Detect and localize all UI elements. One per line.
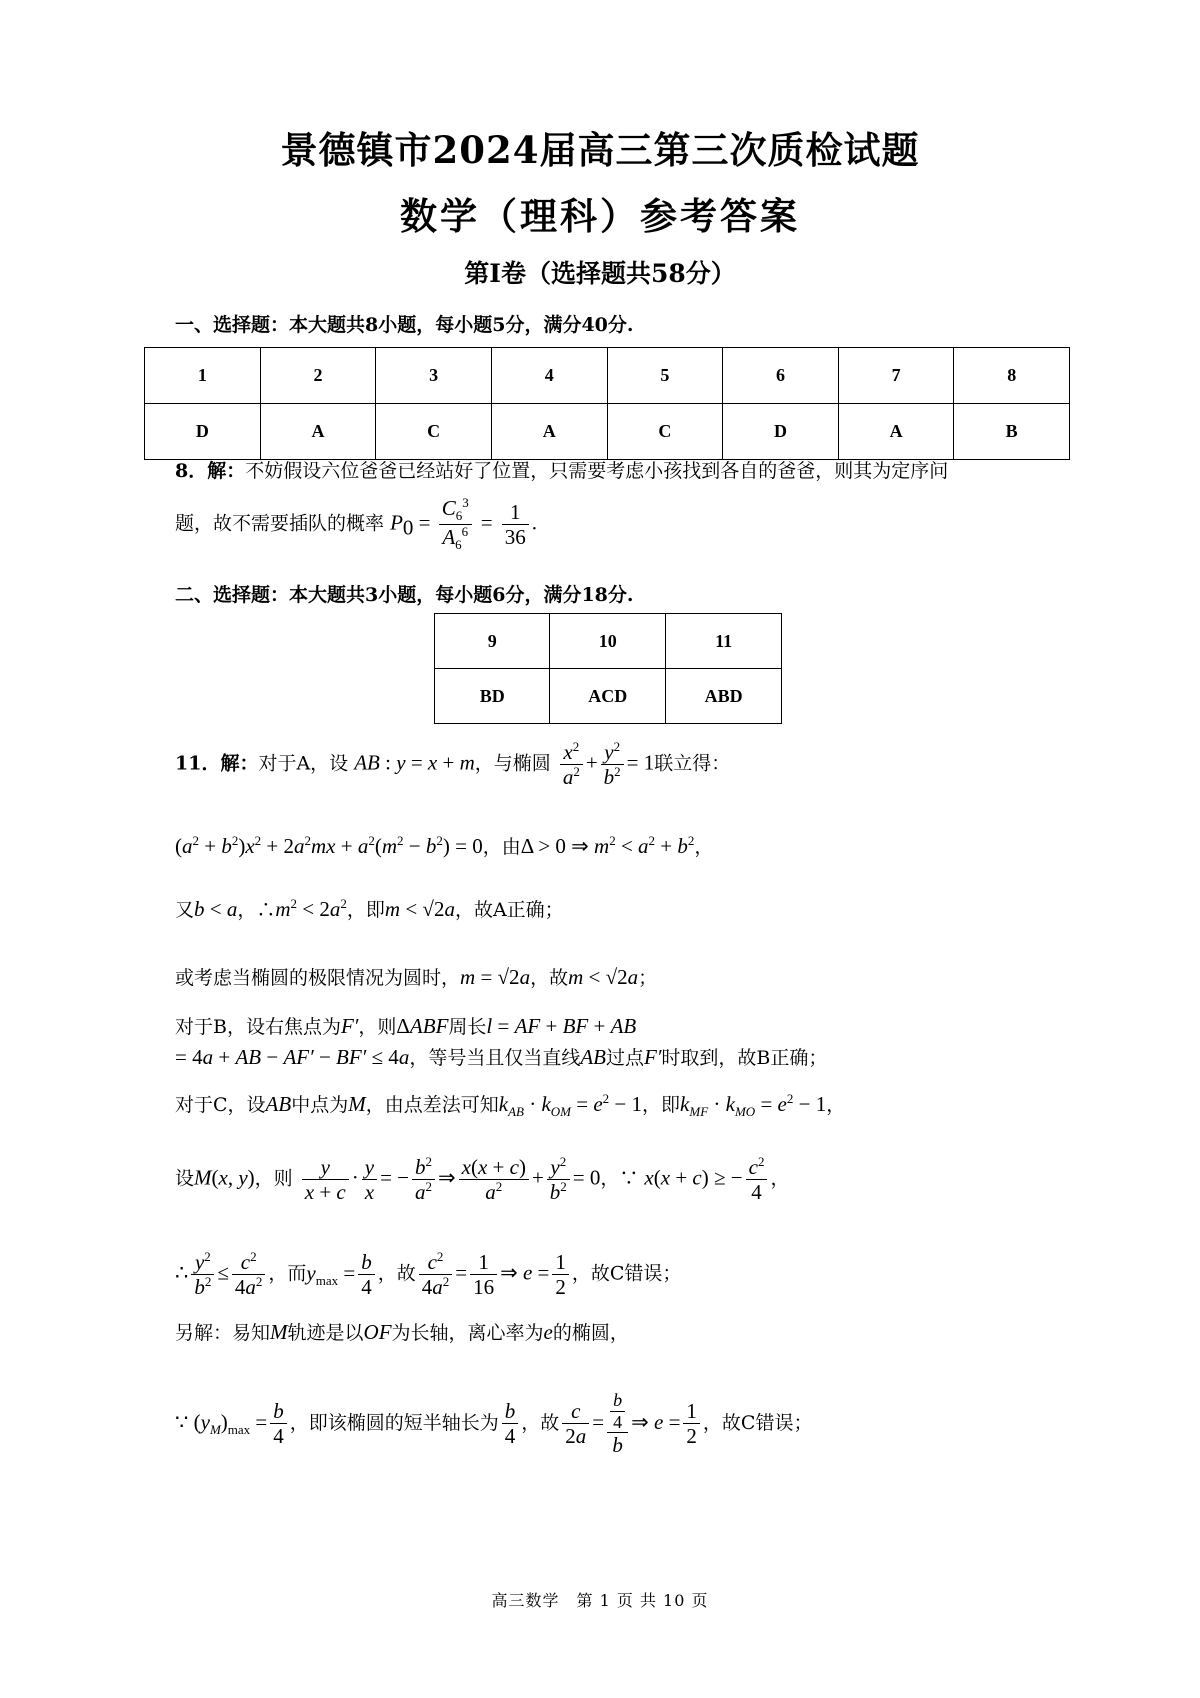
q11-text: ，即该椭圆的短半轴长为	[289, 1411, 499, 1434]
answer-cell: D	[723, 404, 839, 460]
table-row	[435, 669, 782, 724]
question-number: 2	[260, 348, 376, 404]
q8-result: $\frac{1}{36}$	[502, 500, 529, 549]
q8-fraction: $\frac{C_6^3}{A_6^6}$	[439, 496, 472, 553]
section2-heading: 二、选择题：本大题共3小题，每小题6分，满分18分.	[175, 584, 634, 606]
table-row	[435, 614, 782, 669]
q8-line1	[175, 456, 948, 483]
q8-line2: 题，故不需要插队的概率 $P_0$ = $\frac{C_6^3}{A_6^6}$ = $\frac{1}{36}$ .	[175, 495, 537, 553]
q11-text: 过点	[605, 1047, 644, 1069]
q11-text: 又	[175, 899, 195, 921]
page-title: 景德镇市2024届高三第三次质检试题	[280, 128, 920, 172]
q8-text2: 题，故不需要插队的概率	[175, 512, 385, 535]
question-number: 10	[550, 614, 666, 669]
q11-text: ，∴	[237, 899, 276, 921]
q11-text: ，故	[377, 1262, 416, 1285]
q11-c-line2: 设M(x, y)，则 $\frac{y}{x + c}$ · $\frac{y}{x}$ = − $\frac{b^2}{a^2}$ ⇒ $\frac{x(x + c)}{a^2}$ + $\frac{y^2}{b^2}$ = 0，∵ x(x + c) ≥ − $\frac{c^2}{4}$ ，	[175, 1154, 790, 1205]
q11-text: 中点为	[291, 1094, 349, 1116]
q11-text: ，故	[521, 1411, 560, 1434]
q11-text: ，而	[268, 1262, 307, 1285]
question-number: 8	[954, 348, 1070, 404]
q11-text: ，故	[530, 967, 569, 989]
answer-cell: A	[260, 404, 376, 460]
q11-line3: 又b < a，$\therefore m^2 < 2a^2$，即m < √2a，故A正确；	[175, 896, 564, 921]
answer-cell: C	[376, 404, 492, 460]
q11-c-line3: ∴ $\frac{y^2}{b^2}$ ≤ $\frac{c^2}{4a^2}$ ，而$y_{max}$ = $\frac{b}{4}$ ，故 $\frac{c^2}{4a^2}$ = $\frac{1}{16}$ ⇒ e = $\frac{1}{2}$ ，故C错误；	[175, 1249, 682, 1300]
q11-text: 对于A，设	[258, 752, 349, 775]
q11-text: ，由	[482, 836, 521, 858]
q11-text: ，则	[358, 1016, 397, 1038]
q11-text: 联立得：	[654, 752, 731, 775]
q11-b-line2: = 4a + AB − AF′ − BF′ ≤ 4a，等号当且仅当直线AB过点F′时取到，故B正确；	[175, 1045, 828, 1069]
q11-c-line1: 对于C，设AB中点为M，由点差法可知$k_{AB} \cdot k_{OM} = e^2 - 1$，即$k_{MF} \cdot k_{MO} = e^2 - 1$，	[175, 1091, 846, 1120]
page-subtitle: 数学（理科）参考答案	[400, 194, 800, 238]
q11-text: ，故C错误；	[571, 1262, 682, 1285]
question-number: 6	[723, 348, 839, 404]
q11-text: ，与椭圆	[474, 752, 551, 775]
q11-text: 轨迹是以	[287, 1322, 364, 1344]
q8-text1: 不妨假设六位爸爸已经站好了位置，只需要考虑小孩找到各自的爸爸，则其为定序问	[245, 460, 949, 482]
table-row	[145, 348, 1070, 404]
q11-text: ，则	[254, 1167, 293, 1190]
answer-cell: A	[491, 404, 607, 460]
answer-cell: C	[607, 404, 723, 460]
question-number: 3	[376, 348, 492, 404]
question-number: 11	[666, 614, 782, 669]
q11-text: ，故C错误；	[702, 1411, 813, 1434]
q11-text: 另解：易知	[175, 1322, 271, 1344]
answer-cell: ACD	[550, 669, 666, 724]
q11-text: ，即	[346, 899, 385, 921]
answer-cell: D	[145, 404, 261, 460]
answer-cell: A	[838, 404, 954, 460]
q11-label: 11．解：	[175, 752, 259, 775]
q11-text: 时取到，故B正确；	[661, 1047, 828, 1069]
table-row	[145, 404, 1070, 460]
q11-alt-line2: ∵ $(y_M)_{max}$ = $\frac{b}{4}$ ，即该椭圆的短半轴长为 $\frac{b}{4}$ ，故 $\frac{c}{2a}$ = $\frac{\frac{b}{4}}{b}$ ⇒ e = $\frac{1}{2}$ ，故C错误；	[175, 1390, 813, 1458]
q11-line2: $(a^2 + b^2)x^2 + 2a^2mx + a^2(m^2 - b^2) = 0$，由Δ > 0 ⇒ $m^2 < a^2 + b^2$，	[175, 833, 714, 858]
q11-text: 设	[175, 1167, 195, 1190]
q11-alt-line1: 另解：易知M轨迹是以OF为长轴，离心率为e的椭圆，	[175, 1320, 629, 1344]
q11-line4: 或考虑当椭圆的极限情况为圆时，m = √2a，故m < √2a；	[175, 965, 658, 989]
q11-text: ，由点差法可知	[365, 1094, 499, 1116]
question-number: 4	[491, 348, 607, 404]
question-number: 1	[145, 348, 261, 404]
question-number: 9	[435, 614, 550, 669]
section1-heading: 一、选择题：本大题共8小题，每小题5分，满分40分.	[175, 314, 634, 336]
answer-cell: B	[954, 404, 1070, 460]
answer-cell: ABD	[666, 669, 782, 724]
question-number: 7	[838, 348, 954, 404]
question-number: 5	[607, 348, 723, 404]
answer-cell: BD	[435, 669, 550, 724]
q11-line1: 11．解：对于A，设 AB : y = x + m，与椭圆 $\frac{x^2}{a^2}$ + $\frac{y^2}{b^2}$ = 1联立得：	[175, 739, 731, 790]
q11-text: ，等号当且仅当直线	[409, 1047, 581, 1069]
page-footer: 高三数学 第 1 页 共 10 页	[491, 1591, 709, 1610]
q11-text: 周长	[448, 1016, 487, 1038]
q11-b-line1: 对于B，设右焦点为F′，则ΔABF周长l = AF + BF + AB	[175, 1014, 637, 1038]
q11-text: 对于B，设右焦点为	[175, 1016, 341, 1038]
q11-text: 对于C，设	[175, 1094, 266, 1116]
q11-text: ，即	[642, 1094, 681, 1116]
q11-text: ，故A正确；	[454, 899, 564, 921]
answer-table-2	[434, 613, 782, 724]
q11-text: 为长轴，离心率为	[391, 1322, 544, 1344]
q8-label: 8．解：	[175, 460, 246, 482]
q11-text: 或考虑当椭圆的极限情况为圆时，	[175, 967, 461, 989]
q11-text: 的椭圆，	[552, 1322, 629, 1344]
part-heading: 第I卷（选择题共58分）	[464, 259, 736, 288]
answer-table-1	[144, 347, 1070, 460]
